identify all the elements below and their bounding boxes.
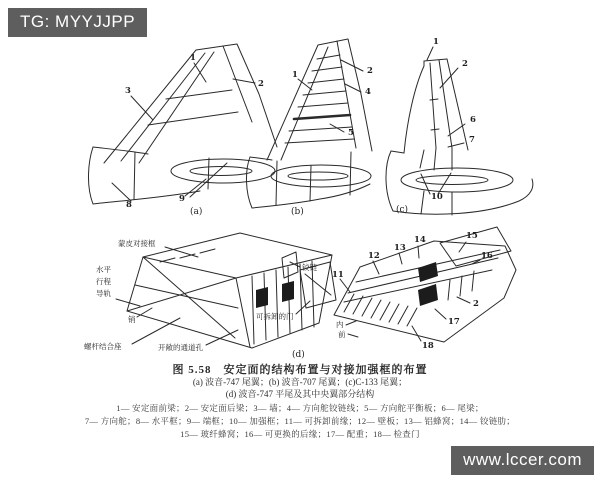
- panel-d-label: (d): [292, 350, 305, 360]
- label-rail-1: 水平: [96, 265, 111, 274]
- callout-b-2: 2: [367, 66, 373, 76]
- label-door: 可拆卸的门: [256, 312, 294, 321]
- figure-legend-line3: 15— 玻纤蜂窝；16— 可更换的后缘；17— 配重；18— 检查门: [180, 429, 420, 439]
- label-direction-forward: 前: [338, 330, 346, 339]
- callout-d-14: 14: [414, 235, 426, 245]
- callout-a-9: 9: [179, 194, 185, 204]
- callout-a-8: 8: [126, 200, 132, 210]
- callout-c-2: 2: [462, 59, 468, 69]
- watermark-site-badge: www.lccer.com: [451, 446, 594, 475]
- fin-c-outline: [404, 61, 424, 153]
- label-screw-base: 螺杆结合座: [84, 342, 122, 351]
- label-hinge: 铰链: [302, 263, 317, 272]
- callout-b-1: 1: [292, 70, 298, 80]
- fin-b-drawing: [246, 39, 373, 217]
- fin-b-fairing: [271, 165, 371, 187]
- callout-d-15: 15: [466, 231, 478, 241]
- fin-c-fairing: [401, 168, 513, 192]
- figure-legend-line1: 1— 安定面前梁；2— 安定面后梁；3— 墙；4— 方向舵铰链线；5— 方向舵平衡板；6— 尾梁；: [116, 403, 484, 413]
- callout-b-4: 4: [365, 87, 371, 97]
- fin-a-fairing: [171, 159, 275, 183]
- panel-c-label: (c): [396, 205, 409, 215]
- label-passage: 开敞的通道孔: [158, 343, 203, 352]
- callout-c-10: 10: [431, 192, 443, 202]
- struct-left-drawing: [84, 233, 336, 352]
- figure-caption-sub2: (d) 波音-747 平尾及其中央翼部分结构: [225, 389, 375, 399]
- fin-b-outline: [267, 39, 372, 160]
- callout-d-16: 16: [481, 251, 493, 261]
- callout-d-2: 2: [473, 299, 479, 309]
- label-rail-2: 行程: [96, 277, 111, 286]
- callout-d-12: 12: [368, 251, 380, 261]
- callout-d-17: 17: [448, 317, 460, 327]
- panel-a-label: (a): [190, 207, 203, 217]
- callout-d-18: 18: [422, 341, 434, 351]
- figure-caption-title: 图 5.58 安定面的结构布置与对接加强框的布置: [172, 364, 428, 376]
- callout-c-7: 7: [469, 135, 475, 145]
- figure-legend-line2: 7— 方向舵；8— 水平框；9— 端框；10— 加强框；11— 可拆卸前缘；12— 壁板；13— 铝蜂窝；14— 铰链肋；: [84, 416, 516, 426]
- callout-b-5: 5: [348, 128, 354, 138]
- callout-c-1: 1: [433, 37, 439, 47]
- figure-caption-sub1: (a) 波音-747 尾翼；(b) 波音-707 尾翼；(c)C-133 尾翼；: [192, 377, 408, 387]
- label-rail-3: 导轨: [96, 289, 111, 298]
- label-skin-splice: 蒙皮对接框: [118, 239, 156, 248]
- callout-d-11: 11: [332, 270, 344, 280]
- callout-d-13: 13: [394, 243, 406, 253]
- fin-a-drawing: [88, 44, 277, 217]
- fin-b-fuselage: [246, 157, 370, 208]
- callout-c-6: 6: [470, 115, 476, 125]
- label-pin: 销: [128, 315, 136, 324]
- callout-a-3: 3: [125, 86, 131, 96]
- label-direction-inboard: 内: [336, 320, 344, 329]
- fin-c-drawing: [386, 37, 533, 215]
- callout-a-1: 1: [190, 53, 196, 63]
- watermark-telegram-badge: TG: MYYJJPP: [8, 8, 147, 37]
- callout-a-2: 2: [258, 79, 264, 89]
- struct-right-drawing: [292, 227, 516, 360]
- panel-b-label: (b): [291, 207, 304, 217]
